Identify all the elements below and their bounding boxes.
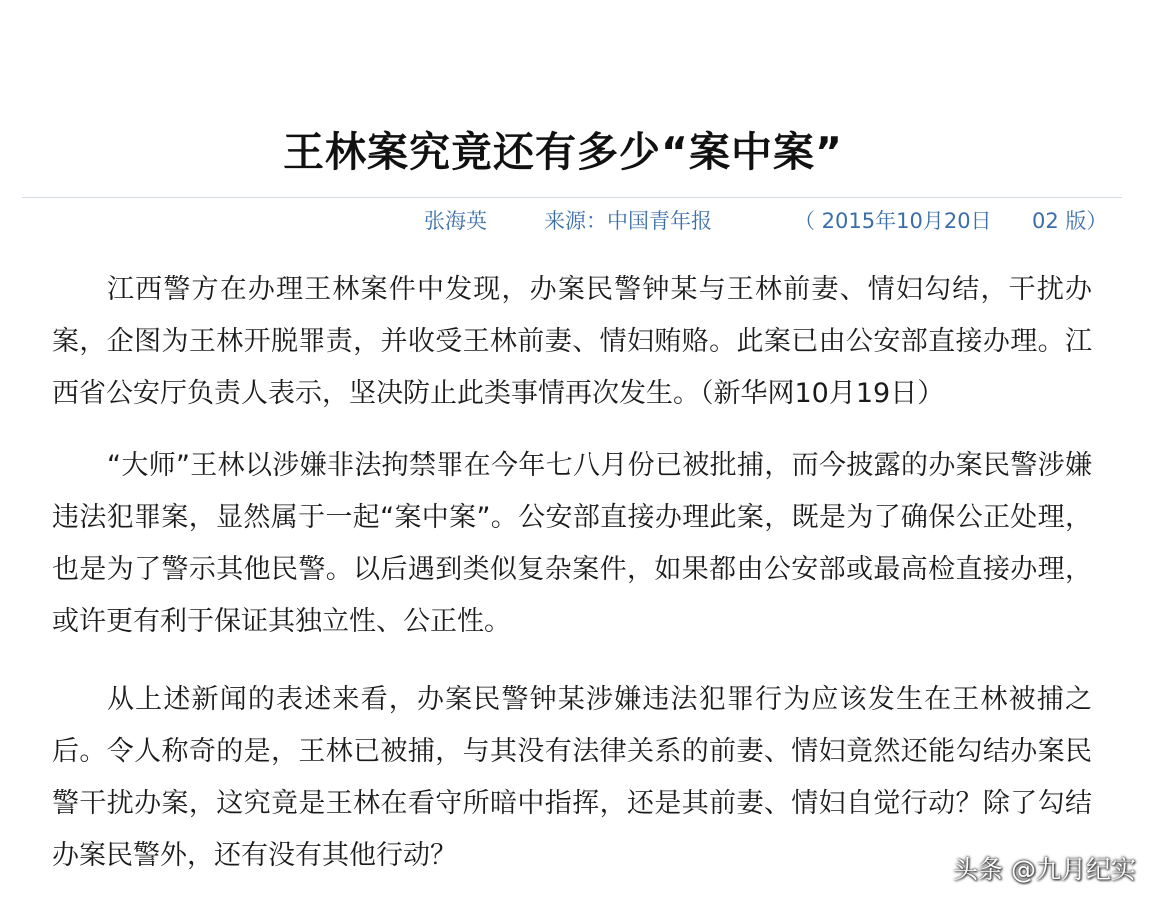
title-divider [22, 197, 1122, 198]
article-date: （ 2015年10月20日 [794, 209, 992, 233]
article-paragraph: 江西警方在办理王林案件中发现，办案民警钟某与王林前妻、情妇勾结，干扰办案，企图为王林开脱罪责，并收受王林前妻、情妇贿赂。此案已由公安部直接办理。江西省公安厅负责人表示，坚决防止此类事情再次发生。（新华网10月19日） [52, 274, 1092, 409]
article-paragraph: 从上述新闻的表述来看，办案民警钟某涉嫌违法犯罪行为应该发生在王林被捕之后。令人称奇的是，王林已被捕，与其没有法律关系的前妻、情妇竟然还能勾结办案民警干扰办案，这究竟是王林在看守所暗中指挥，还是其前妻、情妇自觉行动？除了勾结办案民警外，还有没有其他行动？ [52, 684, 1092, 871]
article-edition: 02 版） [1032, 209, 1108, 233]
article-author: 张海英 [424, 209, 487, 233]
article-paragraph: “大师”王林以涉嫌非法拘禁罪在今年七八月份已被批捕，而今披露的办案民警涉嫌违法犯罪案，显然属于一起“案中案”。公安部直接办理此案，既是为了确保公正处理，也是为了警示其他民警。以后遇到类似复杂案件，如果都由公安部或最高检直接办理，或许更有利于保证其独立性、公正性。 [52, 450, 1092, 637]
article-title: 王林案究竟还有多少“案中案” [283, 128, 843, 177]
watermark: 头条 @九月纪实 [953, 855, 1136, 884]
article-source: 来源：中国青年报 [544, 209, 712, 233]
